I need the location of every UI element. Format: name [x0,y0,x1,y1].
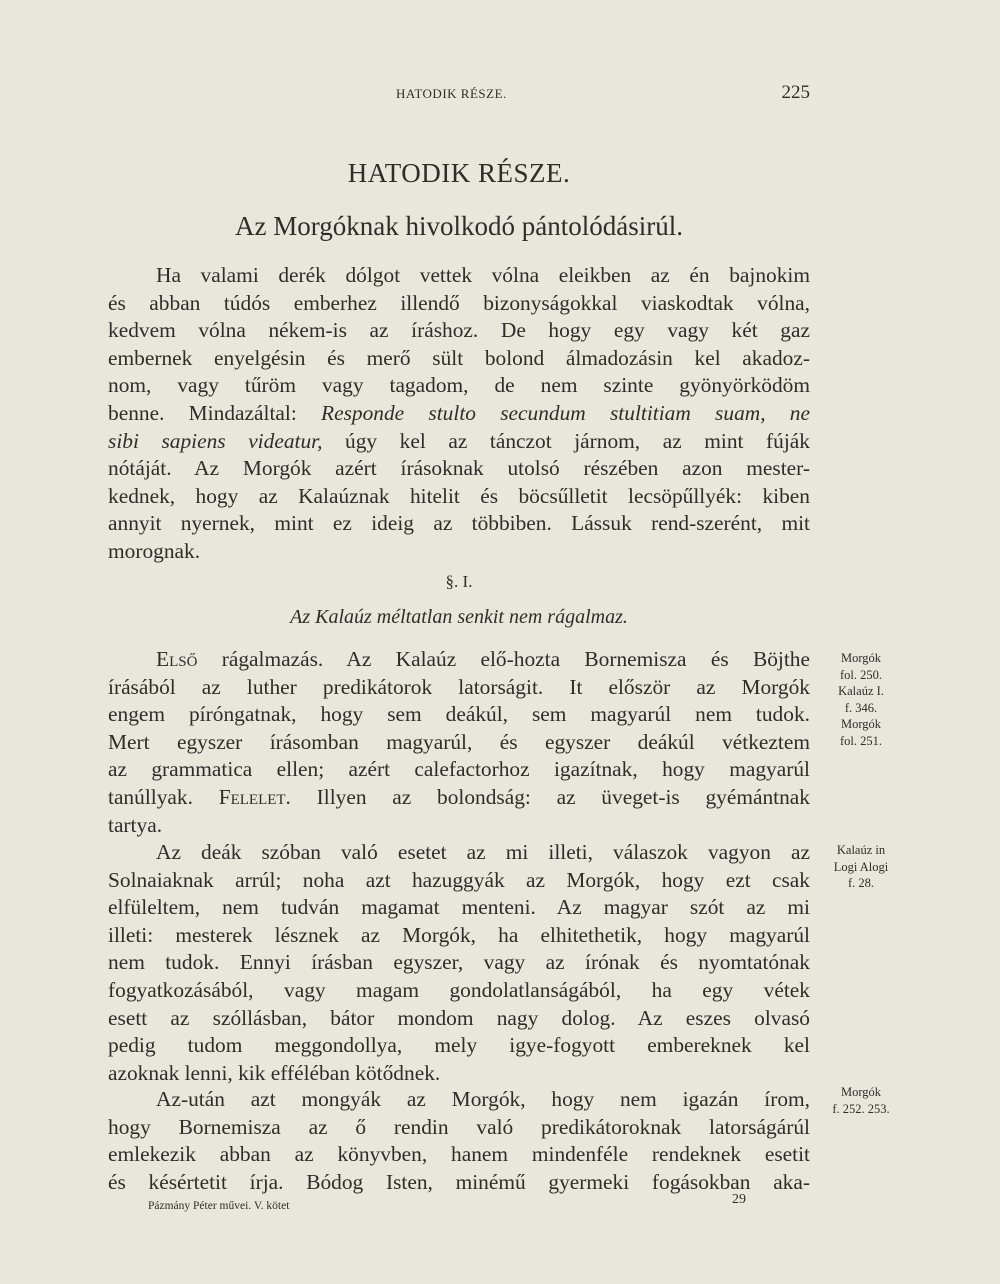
running-head [108,82,810,106]
text-line [108,400,810,428]
text-line: hogy Bornemisza az ő rendin való predikátoroknak latorságárúl [108,1114,810,1139]
text-line: morognak. [108,538,201,563]
text-line: nótáját. Az Morgók azért írásoknak utolsó részében azon mester- [108,456,810,481]
margin-note-line: f. 346. [844,700,878,715]
margin-note [816,650,906,749]
paragraph-2 [108,839,810,1087]
paragraph-3 [108,1086,810,1196]
text-line: embernek enyelgésin és merő sült bolond álmadozásin kel akadoz- [108,345,810,370]
text-line: kednek, hogy az Kalaúznak hitelit és böcsűlletit lecsöpűllyék: kiben [108,483,810,508]
text-line: nom, vagy tűröm vagy tagadom, de nem szinte gyönyörködöm [108,373,810,398]
margin-note-line: fol. 251. [839,733,882,748]
margin-note-line: Morgók [840,1085,882,1099]
text-line [108,428,810,456]
text-line: annyit nyernek, mint ez ideig az többiben. Lássuk rend-szerént, mit [108,511,810,536]
section-mark: §. I. [445,572,473,591]
latin-quote: sibi sapiens videatur, [108,428,323,453]
margin-note-line: fol. 250. [839,667,882,682]
small-caps-word: Felelet. [218,784,291,809]
paragraph-1 [108,646,810,839]
small-caps-word: Első [156,647,198,671]
margin-note [816,842,906,892]
text-line: engem píróngatnak, hogy sem deákúl, sem magyarúl nem tudok. [108,702,810,727]
margin-note-line: f. 28. [847,876,875,890]
text-line: elfüleltem, nem tudván magamat menteni. Az magyar szót az mi [108,895,810,920]
text-segment: Illyen az bolondság: az üveget-is gyémántnak [316,784,810,809]
text-line: kedvem vólna nékem-is az íráshoz. De hogy egy vagy két gaz [108,318,810,343]
running-head-title: HATODIK RÉSZE. [396,86,507,101]
margin-note-line: Morgók [840,717,882,731]
margin-note-line: Kalaúz I. [838,684,884,698]
section-title: Az Kalaúz méltatlan senkit nem rágalmaz. [290,606,628,628]
text-line: tartya. [108,812,163,837]
text-line: emlekezik abban az könyvben, hanem mindenféle rendeknek esetit [108,1142,810,1167]
latin-quote: Responde stulto secundum stultitiam suam, ne [321,400,810,425]
text-line [108,784,810,812]
margin-note-line: Morgók [840,651,882,665]
text-line: esett az szóllásban, bátor mondom nagy dolog. Az eszes olvasó [108,1005,810,1030]
chapter-title: HATODIK RÉSZE. [347,158,571,188]
text-line: azoknak lenni, kik efféléban kötődnek. [108,1060,441,1085]
text-line: Az-után azt mongyák az Morgók, hogy nem igazán írom, [156,1087,810,1111]
text-segment: rágalmazás. Az Kalaúz elő-hozta Bornemisza és Böjthe [221,647,810,671]
text-line: írásából az luther predikátorok latorságit. It először az Morgók [108,674,810,699]
text-segment: tanúllyak. [108,784,193,809]
text-line: és késértetit írja. Bódog Isten, minémű gyermeki fogásokban aka- [108,1169,810,1194]
signature-mark: 29 [732,1192,746,1207]
text-line: nem tudok. Ennyi írásban egyszer, vagy az írónak és nyomtatónak [108,950,810,975]
text-line: pedig tudom meggondollya, mely igye-fogyott embereknek kel [108,1033,810,1058]
text-line: illeti: mesterek lésznek az Morgók, ha elhitethetik, hogy magyarúl [108,922,810,947]
text-line: az grammatica ellen; azért calefactorhoz igazítnak, hogy magyarúl [108,757,810,782]
margin-note-line: Logi Alogi [833,859,889,874]
text-line: Solnaiaknak arrúl; noha azt hazuggyák az Morgók, hogy ezt csak [108,867,810,892]
text-line: Ha valami derék dólgot vettek vólna eleikben az én bajnokim [156,263,810,287]
margin-note [816,1084,906,1117]
margin-note-line: f. 252. 253. [832,1101,890,1116]
footer-credit: Pázmány Péter művei. V. kötet [148,1200,290,1212]
chapter-subtitle: Az Morgóknak hivolkodó pántolódásirúl. [235,211,683,241]
margin-note-line: Kalaúz in [836,843,886,857]
text-segment: úgy kel az tánczot járnom, az mint fúják [345,428,810,453]
intro-paragraph [108,262,810,566]
text-line: Mert egyszer írásomban magyarúl, és egyszer deákúl vétkeztem [108,729,810,754]
text-line: fogyatkozásából, vagy magam gondolatlanságából, ha egy vétek [108,977,810,1002]
text-line [108,646,810,674]
text-line: Az deák szóban való esetet az mi illeti, válaszok vagyon az [156,840,810,864]
text-segment: benne. Mindazáltal: [108,400,297,425]
text-line: és abban túdós emberhez illendő bizonyságokkal viaskodtak vólna, [108,290,810,315]
page-number: 225 [781,82,810,103]
